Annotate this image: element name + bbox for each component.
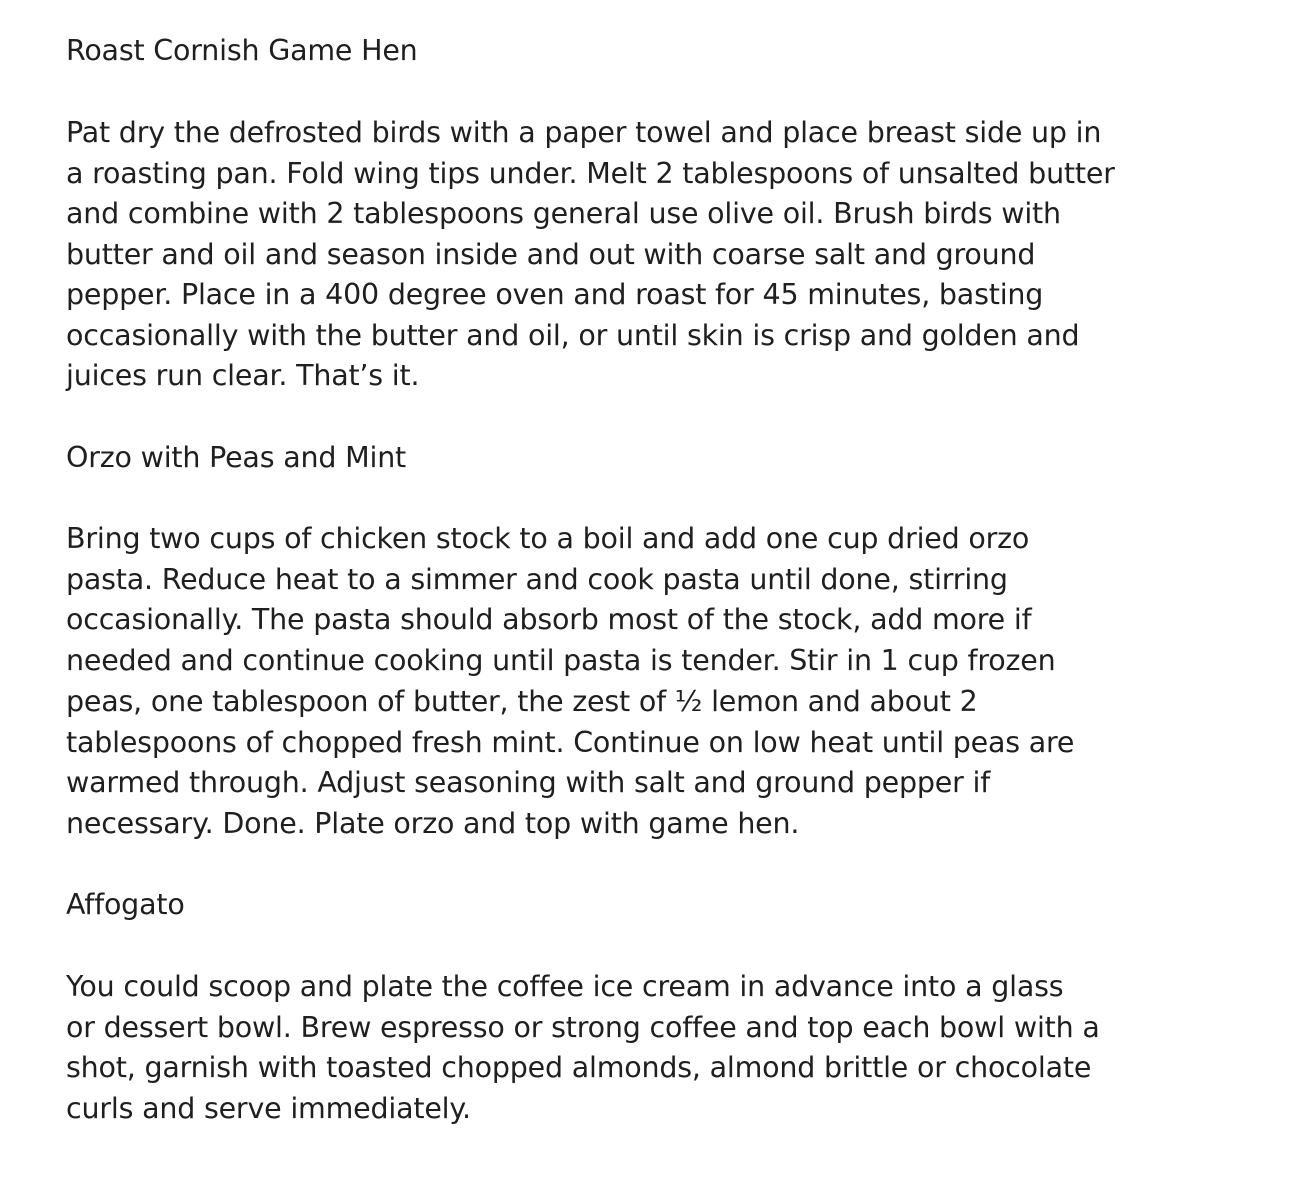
orzo-line: warmed through. Adjust seasoning with salt and ground pepper if — [66, 766, 991, 799]
orzo-line: needed and continue cooking until pasta is tender. Stir in 1 cup frozen — [66, 644, 1056, 677]
game-hen-line: butter and oil and season inside and out with coarse salt and ground — [66, 238, 1036, 271]
affogato-line: shot, garnish with toasted chopped almonds, almond brittle or chocolate — [66, 1051, 1092, 1084]
recipe-title-affogato: Affogato — [66, 888, 185, 921]
game-hen-line: juices run clear. That’s it. — [66, 359, 420, 392]
recipe-title-game-hen: Roast Cornish Game Hen — [66, 34, 418, 67]
game-hen-line: pepper. Place in a 400 degree oven and roast for 45 minutes, basting — [66, 278, 1044, 311]
affogato-line: curls and serve immediately. — [66, 1092, 471, 1125]
orzo-line: Bring two cups of chicken stock to a boil and add one cup dried orzo — [66, 522, 1030, 555]
orzo-line: tablespoons of chopped fresh mint. Continue on low heat until peas are — [66, 726, 1075, 759]
game-hen-line: Pat dry the defrosted birds with a paper towel and place breast side up in — [66, 116, 1102, 149]
recipe-title-orzo: Orzo with Peas and Mint — [66, 441, 407, 474]
orzo-line: occasionally. The pasta should absorb most of the stock, add more if — [66, 603, 1032, 636]
affogato-line: You could scoop and plate the coffee ice cream in advance into a glass — [66, 970, 1064, 1003]
affogato-line: or dessert bowl. Brew espresso or strong coffee and top each bowl with a — [66, 1011, 1100, 1044]
game-hen-line: occasionally with the butter and oil, or until skin is crisp and golden and — [66, 319, 1080, 352]
orzo-line: necessary. Done. Plate orzo and top with game hen. — [66, 807, 800, 840]
game-hen-line: a roasting pan. Fold wing tips under. Melt 2 tablespoons of unsalted butter — [66, 157, 1115, 190]
game-hen-line: and combine with 2 tablespoons general use olive oil. Brush birds with — [66, 197, 1061, 230]
orzo-line: pasta. Reduce heat to a simmer and cook pasta until done, stirring — [66, 563, 1008, 596]
orzo-line: peas, one tablespoon of butter, the zest of ½ lemon and about 2 — [66, 685, 978, 718]
